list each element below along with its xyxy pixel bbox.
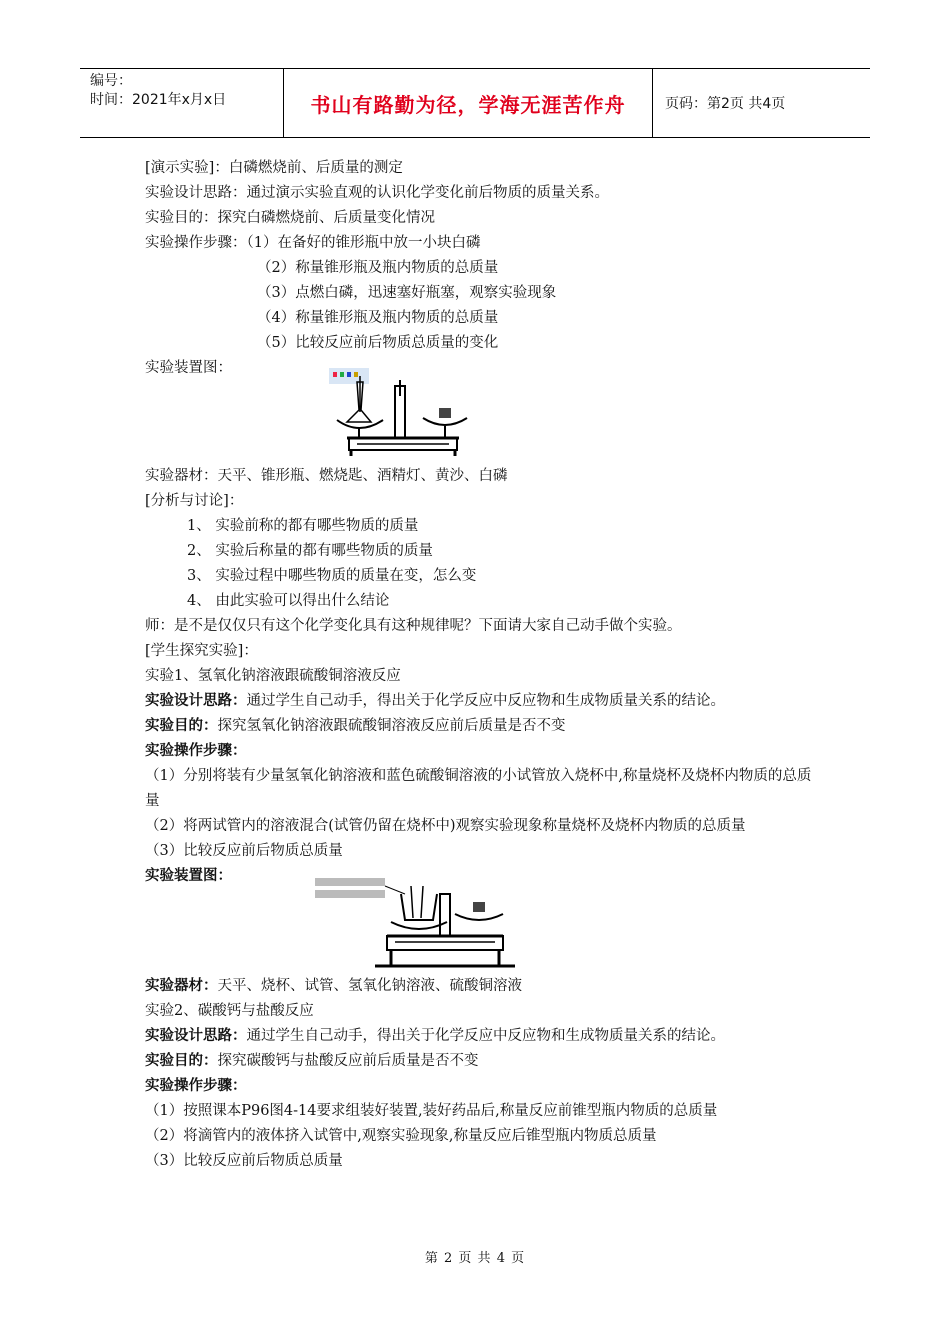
header-meta xyxy=(80,69,283,137)
discussion-item-3: 3、 实验过程中哪些物质的质量在变，怎么变 xyxy=(187,568,477,584)
exp1-steps-label: 实验操作步骤： xyxy=(145,743,247,759)
exp1-apparatus-label: 实验装置图： xyxy=(145,868,232,884)
demo-materials: 实验器材：天平、锥形瓶、燃烧匙、酒精灯、黄沙、白磷 xyxy=(145,468,508,484)
exp1-purpose-label: 实验目的： xyxy=(145,718,218,734)
exp1-purpose-text: 探究氢氧化钠溶液跟硫酸铜溶液反应前后质量是否不变 xyxy=(217,718,566,734)
demo-steps-first: 实验操作步骤：（1）在备好的锥形瓶中放一小块白磷 xyxy=(145,235,481,251)
exp2-design xyxy=(145,1024,815,1049)
demo-step-3: （3）点燃白磷，迅速塞好瓶塞，观察实验现象 xyxy=(257,285,557,301)
exp2-step-2: （2）将滴管内的液体挤入试管中,观察实验现象,称量反应后锥型瓶内物质总质量 xyxy=(145,1128,657,1144)
demo-step-4: （4）称量锥形瓶及瓶内物质的总质量 xyxy=(257,310,499,326)
exp2-steps-label: 实验操作步骤： xyxy=(145,1078,247,1094)
exp1-purpose xyxy=(145,714,815,739)
discussion-item-1: 1、 实验前称的都有哪些物质的质量 xyxy=(187,518,419,534)
demo-apparatus-figure xyxy=(145,356,815,464)
exp2-title: 实验2、碳酸钙与盐酸反应 xyxy=(145,1003,314,1019)
exp1-step-1: （1）分别将装有少量氢氧化钠溶液和蓝色硫酸铜溶液的小试管放入烧杯中,称量烧杯及烧杯内物质的总质量 xyxy=(145,768,812,809)
page-footer: 第 2 页 共 4 页 xyxy=(424,1251,526,1266)
exp1-step-2: （2）将两试管内的溶液混合(试管仍留在烧杯中)观察实验现象称量烧杯及烧杯内物质的总质量 xyxy=(145,818,746,834)
demo-step-5: （5）比较反应前后物质总质量的变化 xyxy=(257,335,499,351)
demo-apparatus-label: 实验装置图： xyxy=(145,360,232,376)
exp2-purpose-text: 探究碳酸钙与盐酸反应前后质量是否不变 xyxy=(217,1053,479,1069)
exp1-design xyxy=(145,689,815,714)
discussion-item-2: 2、 实验后称量的都有哪些物质的质量 xyxy=(187,543,433,559)
exp1-materials xyxy=(145,974,815,999)
exp2-purpose-label: 实验目的： xyxy=(145,1053,218,1069)
number-label: 编号： xyxy=(90,73,132,89)
exp1-design-text: 通过学生自己动手，得出关于化学反应中反应物和生成物质量关系的结论。 xyxy=(246,693,725,709)
demo-title: [演示实验]：白磷燃烧前、后质量的测定 xyxy=(145,160,403,176)
balance-beaker-illustration xyxy=(295,872,575,972)
exp2-step-1: （1）按照课本P96图4-14要求组装好装置,装好药品后,称量反应前锥型瓶内物质的总质量 xyxy=(145,1103,718,1119)
document-body xyxy=(145,156,815,1174)
exp1-title: 实验1、氢氧化钠溶液跟硫酸铜溶液反应 xyxy=(145,668,401,684)
exp2-design-label: 实验设计思路： xyxy=(145,1028,247,1044)
exp1-step-3: （3）比较反应前后物质总质量 xyxy=(145,843,343,859)
exp1-design-label: 实验设计思路： xyxy=(145,693,247,709)
header-page-info: 页码：第2页 共4页 xyxy=(665,96,786,112)
demo-design: 实验设计思路：通过演示实验直观的认识化学变化前后物质的质量关系。 xyxy=(145,185,609,201)
exp1-materials-text: 天平、烧杯、试管、氢氧化钠溶液、硫酸铜溶液 xyxy=(217,978,522,994)
teacher-remark: 师：是不是仅仅只有这个化学变化具有这种规律呢？下面请大家自己动手做个实验。 xyxy=(145,618,682,634)
exp1-materials-label: 实验器材： xyxy=(145,978,218,994)
student-experiment-title: [学生探究实验]： xyxy=(145,643,258,659)
exp1-apparatus-figure xyxy=(145,864,815,974)
exp2-step-3: （3）比较反应前后物质总质量 xyxy=(145,1153,343,1169)
date-label: 时间：2021年x月x日 xyxy=(90,92,227,108)
demo-purpose: 实验目的：探究白磷燃烧前、后质量变化情况 xyxy=(145,210,435,226)
exp2-purpose xyxy=(145,1049,815,1074)
balance-phosphorus-illustration xyxy=(327,366,477,458)
discussion-item-4: 4、 由此实验可以得出什么结论 xyxy=(187,593,390,609)
page-header xyxy=(80,68,870,138)
exp2-design-text: 通过学生自己动手，得出关于化学反应中反应物和生成物质量关系的结论。 xyxy=(246,1028,725,1044)
demo-step-2: （2）称量锥形瓶及瓶内物质的总质量 xyxy=(257,260,499,276)
discussion-title: [分析与讨论]： xyxy=(145,493,244,509)
header-motto: 书山有路勤为径，学海无涯苦作舟 xyxy=(283,69,653,137)
